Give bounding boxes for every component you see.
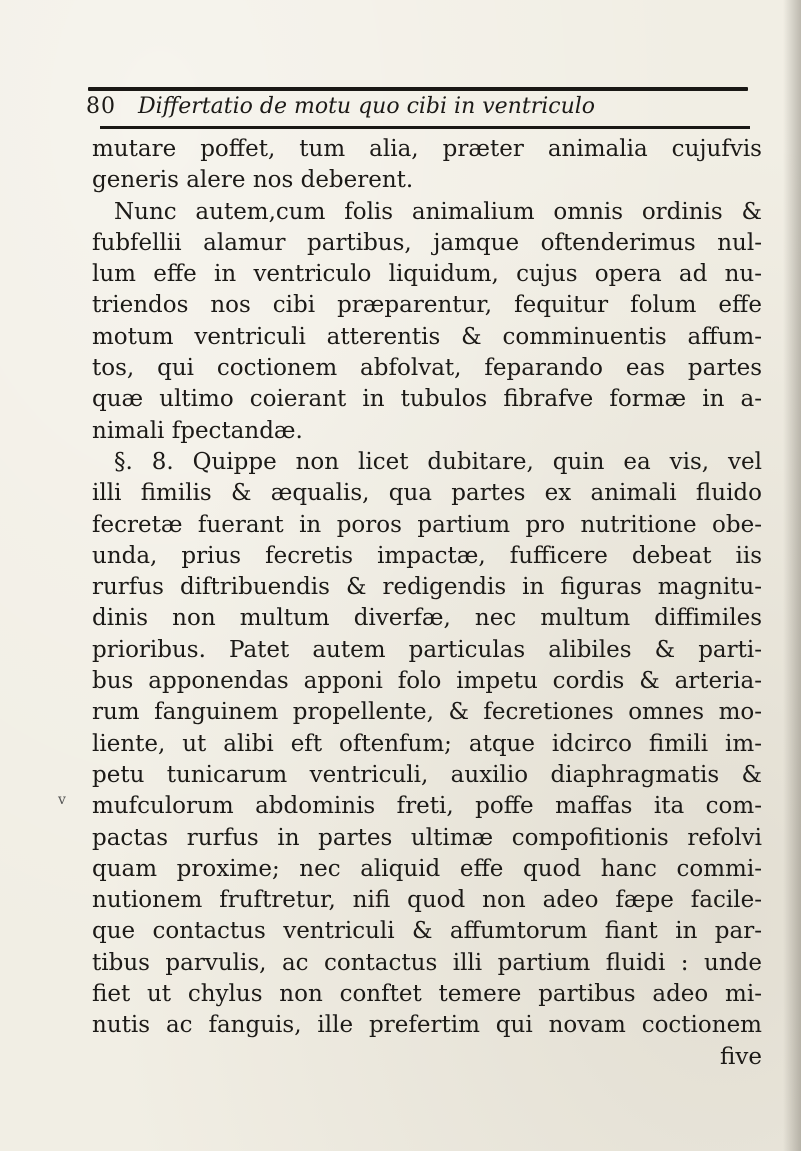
text-line: tos, qui coctionem abfolvat, feparando eas partes: [92, 355, 762, 382]
text-line: lum effe in ventriculo liquidum, cujus opera ad nu-: [92, 261, 762, 288]
top-rule: [88, 87, 748, 91]
text-line: triendos nos cibi præparentur, fequitur folum effe: [92, 292, 762, 319]
body-text: [92, 134, 762, 1073]
text-line: fubfellii alamur partibus, jamque oftenderimus nul-: [92, 229, 762, 256]
text-line: petu tunicarum ventriculi, auxilio diaphragmatis &: [92, 761, 762, 788]
text-line: illi fimilis & æqualis, qua partes ex animali fluido: [92, 480, 762, 507]
catchword: five: [720, 1043, 762, 1070]
text-line: dinis non multum diverfæ, nec multum diffimiles: [92, 605, 762, 632]
section-heading-line: §. 8. Quippe non licet dubitare, quin ea vis, vel: [114, 448, 762, 475]
text-line: fecretæ fuerant in poros partium pro nutritione obe-: [92, 511, 762, 538]
text-line: Nunc autem,cum folis animalium omnis ordinis &: [114, 198, 762, 225]
text-line: motum ventriculi atterentis & comminuentis affum-: [92, 323, 762, 350]
text-line: quæ ultimo coierant in tubulos fibrafve formæ in a-: [92, 386, 762, 413]
text-line: nutis ac fanguis, ille prefertim qui novam coctionem: [92, 1012, 762, 1039]
text-line: nutionem fruftretur, nifi quod non adeo fæpe facile-: [92, 887, 762, 914]
page-number: 80: [86, 94, 116, 119]
text-line: rum fanguinem propellente, & fecretiones omnes mo-: [92, 699, 762, 726]
text-line: generis alere nos deberent.: [92, 167, 414, 194]
running-title: Differtatio de motu quo cibi in ventriculo: [138, 94, 596, 119]
text-line: prioribus. Patet autem particulas alibiles & parti-: [92, 636, 762, 663]
text-line: rurfus diftribuendis & redigendis in figuras magnitu-: [92, 574, 762, 601]
text-line: nimali fpectandæ.: [92, 417, 303, 444]
page-header: [86, 94, 766, 130]
text-line: mufculorum abdominis freti, poffe maffas ita com-: [92, 793, 762, 820]
header-rule: [100, 126, 750, 129]
text-line: quam proxime; nec aliquid effe quod hanc commi-: [92, 855, 762, 882]
text-line: mutare poffet, tum alia, præter animalia cujufvis: [92, 136, 762, 162]
text-line: fiet ut chylus non conftet temere partibus adeo mi-: [92, 981, 762, 1008]
page-edge-shadow: [783, 0, 801, 1151]
margin-mark: v: [58, 792, 66, 808]
text-line: pactas rurfus in partes ultimæ compofitionis refolvi: [92, 824, 762, 851]
text-line: liente, ut alibi eft oftenfum; atque idcirco fimili im-: [92, 730, 762, 757]
text-line: tibus parvulis, ac contactus illi partium fluidi : unde: [92, 949, 762, 976]
text-line: bus apponendas apponi folo impetu cordis & arteria-: [92, 668, 762, 695]
text-line: que contactus ventriculi & affumtorum fiant in par-: [92, 918, 762, 945]
text-line: unda, prius fecretis impactæ, fufficere debeat iis: [92, 542, 762, 569]
